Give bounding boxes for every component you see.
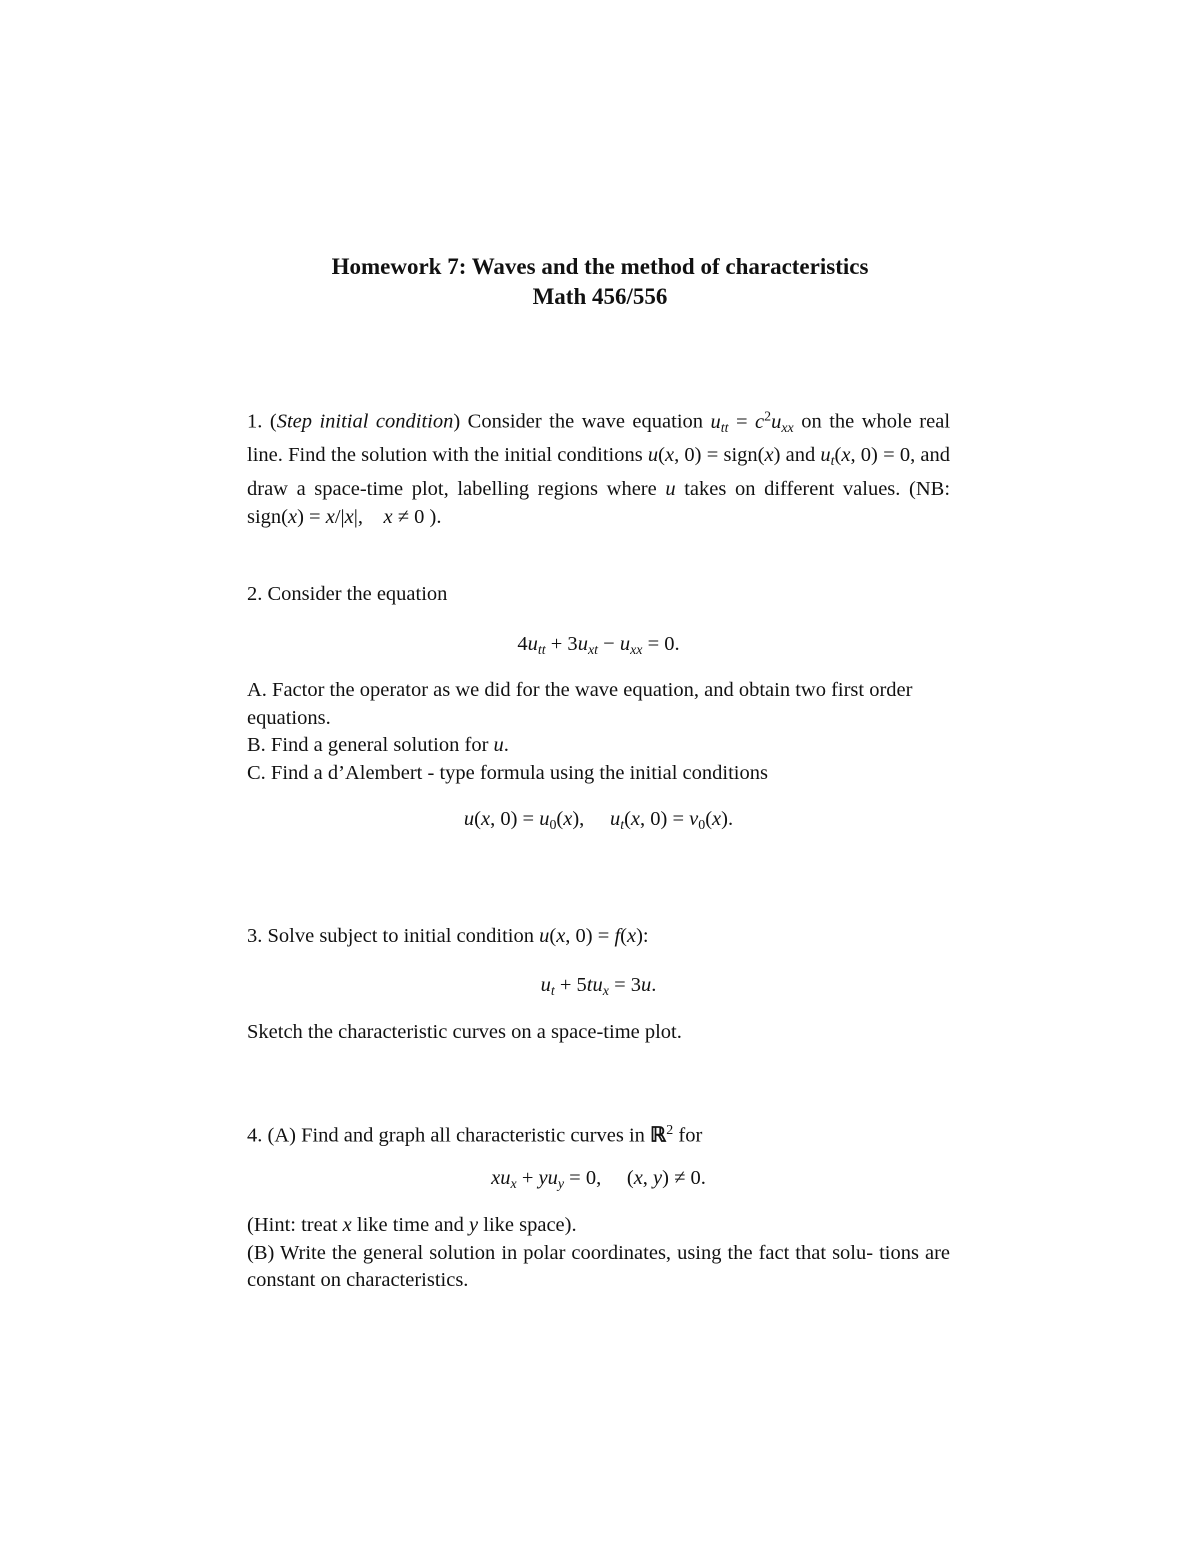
hint-part-3: like space). [483,1214,577,1236]
problem-2-initial-conditions: u(x, $0) = u_0(x)$, $u_t(x$, $0) = v_0(x)$. [463,808,734,834]
problem-2-intro: 2. Consider the equation [247,583,448,605]
problem-2-part-c: C. Find a d’Alembert - type formula using the initial conditions [247,761,768,784]
problem-3-intro: 3. Solve subject to initial condition [247,925,534,947]
problem-1-text-3: Find the solution with the initial conditions [288,444,643,467]
problem-1-text-4: and [785,444,816,467]
title-line-2: Math 456/556 [532,284,668,309]
problem-1-text-7: ). [429,505,442,528]
initial-condition-math: u(x, 0) = sign(x) [647,444,781,467]
problem-4-part-a: 4. (A) Find and graph all characteristic curves in [247,1124,645,1147]
problem-3-equation: $u_t + 5tu_x = 3u$. [540,974,657,1000]
problem-1-text-2: on the whole real line. [247,410,951,467]
problem-4-part-a-end: for [678,1124,703,1147]
hint-part-1: (Hint: treat [247,1214,338,1236]
problem-2-part-b: B. Find a general solution for [247,734,489,756]
problem-1-text-1: Consider the wave equation [467,410,704,433]
problem-4-hint: (Hint: treat x like time and y like space). [247,1214,577,1236]
problem-1-label: Step initial condition [276,410,454,433]
document-title [0,252,1200,312]
problem-2-part-b-line: B. Find a general solution for u. [247,734,509,756]
sign-definition-math: sign(x) = x/|x|, x ≠ 0 [247,505,425,528]
initial-velocity-math: $u_t(x$, 0) = 0 [820,444,911,470]
u-symbol: u [665,478,676,500]
problem-1: 1. (Step initial condition) Consider the wave equation $u_{tt} = c^2u_{xx}$ on the whole real line. Find the solution with the initial conditions u(x, 0) = sign(x) and $u_t(x$, 0) = 0, and draw a space-time plot, labelling regions where u takes on different values. (NB: sign(x) = x/|x|, x ≠ 0 ). [247,409,951,528]
hint-part-2: like time and [356,1214,464,1236]
problem-1-text-5: , and draw a space-time plot, labelling regions where [247,444,951,500]
problem-2-parts [247,677,950,787]
problem-1-number: 1. [247,410,263,433]
problem-4-hint-and-b [247,1212,950,1295]
problem-1-text-6: takes on different values. (NB: [684,478,951,500]
problem-2-equation: $4u_{tt} + 3u_{xt} - u_{xx} = 0$. [517,633,680,659]
problem-3-intro-line: 3. Solve subject to initial condition u(x, 0) = f(x): [247,925,649,947]
problem-4-part-b: (B) Write the general solution in polar coordinates, using the fact that solu- tions are constant on characteristics. [247,1241,950,1291]
problem-2-part-a: A. Factor the operator as we did for the wave equation, and obtain two first order equations. [247,679,913,729]
wave-equation-math: $u_{tt} = c^2u_{xx}$ [710,409,794,436]
problem-4-part-a-line: 4. (A) Find and graph all characteristic curves in ℝ$^2$ for [247,1123,703,1147]
problem-3-sketch: Sketch the characteristic curves on a space-time plot. [247,1021,682,1043]
problem-4-equation: $xu_x + yu_y = 0$, (x, y) ≠ 0. [491,1167,706,1193]
title-line-1: Homework 7: Waves and the method of characteristics [331,254,869,279]
